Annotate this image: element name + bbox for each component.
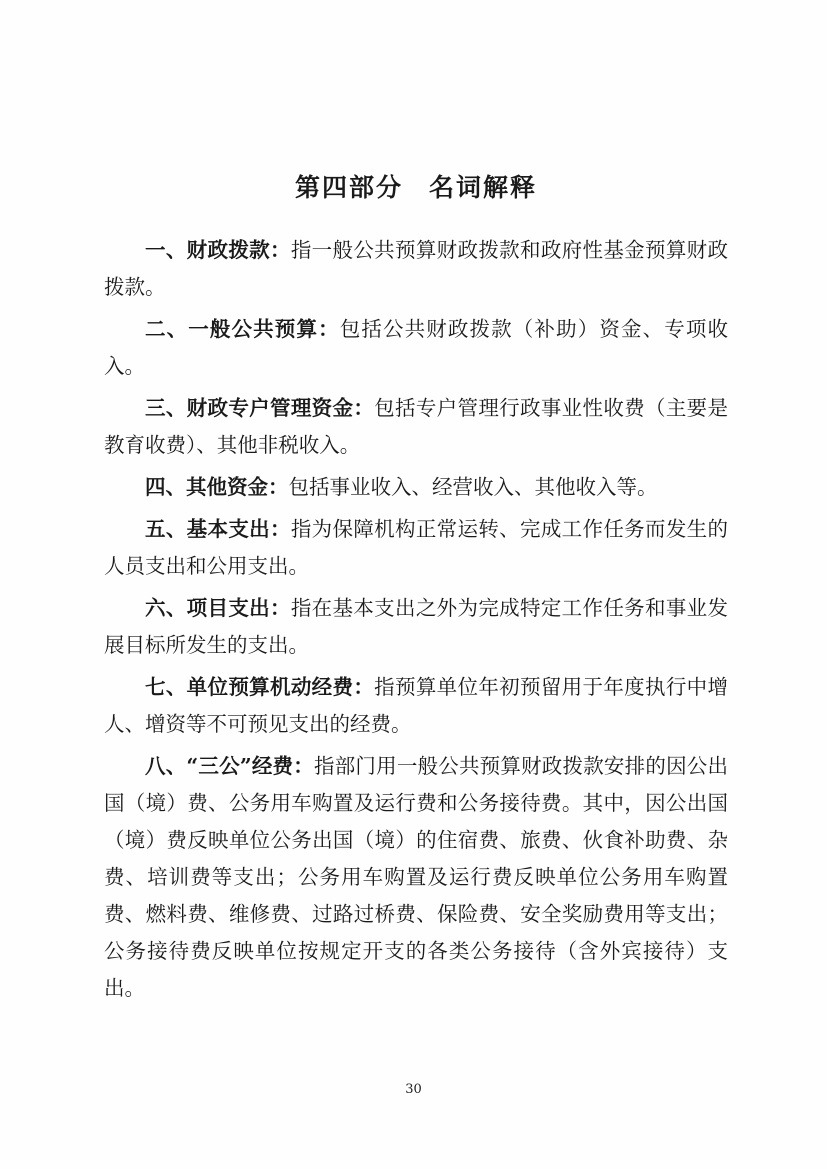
term-label-1: 一、财政拨款： [145,238,291,262]
document-body [104,168,728,1012]
page-title-main: 第四部分 [294,173,403,202]
term-text-8: 指部门用一般公共预算财政拨款安排的因公出国（境）费、公务用车购置及运行费和公务接待费。其中，因公出国（境）费反映单位公务出国（境）的住宿费、旅费、伙食补助费、杂费、培训费等支出；公务用车购置及运行费反映单位公务用车购置费、燃料费、维修费、过路过桥费、保险费、安全奖励费用等支出；公务接待费反映单位按规定开支的各类公务接待（含外宾接待）支出。 [104,754,728,1000]
term-label-4: 四、其他资金： [145,475,289,499]
term-text-6: 指在基本支出之外为完成特定工作任务和事业发展目标所发生的支出。 [104,596,729,657]
paragraph-6 [104,590,728,664]
term-text-7: 指预算单位年初预留用于年度执行中增人、增资等不可预见支出的经费。 [104,675,729,736]
term-label-7: 七、单位预算机动经费： [145,675,375,699]
term-label-8: 八、“三公”经费： [145,754,314,778]
term-label-3: 三、财政专户管理资金： [145,396,375,420]
term-text-2: 包括公共财政拨款（补助）资金、专项收入。 [104,317,729,378]
term-text-1: 指一般公共预算财政拨款和政府性基金预算财政拨款。 [104,238,729,299]
paragraph-7 [104,669,728,743]
page-title-sub: 名词解释 [429,173,538,202]
paragraph-5 [104,511,728,585]
term-label-5: 五、基本支出： [145,517,291,541]
paragraph-2 [104,311,728,385]
paragraph-1 [104,232,728,306]
paragraph-8 [104,748,728,1007]
page-number: 30 [405,1082,422,1097]
term-label-6: 六、项目支出： [145,596,291,620]
paragraph-3 [104,390,728,464]
term-text-3: 包括专户管理行政事业性收费（主要是教育收费）、其他非税收入。 [104,396,729,457]
term-text-4: 包括事业收入、经营收入、其他收入等。 [288,475,658,499]
paragraph-4 [104,469,728,506]
page-title [104,168,728,204]
term-text-5: 指为保障机构正常运转、完成工作任务而发生的人员支出和公用支出。 [104,517,729,578]
term-label-2: 二、一般公共预算： [145,317,340,341]
